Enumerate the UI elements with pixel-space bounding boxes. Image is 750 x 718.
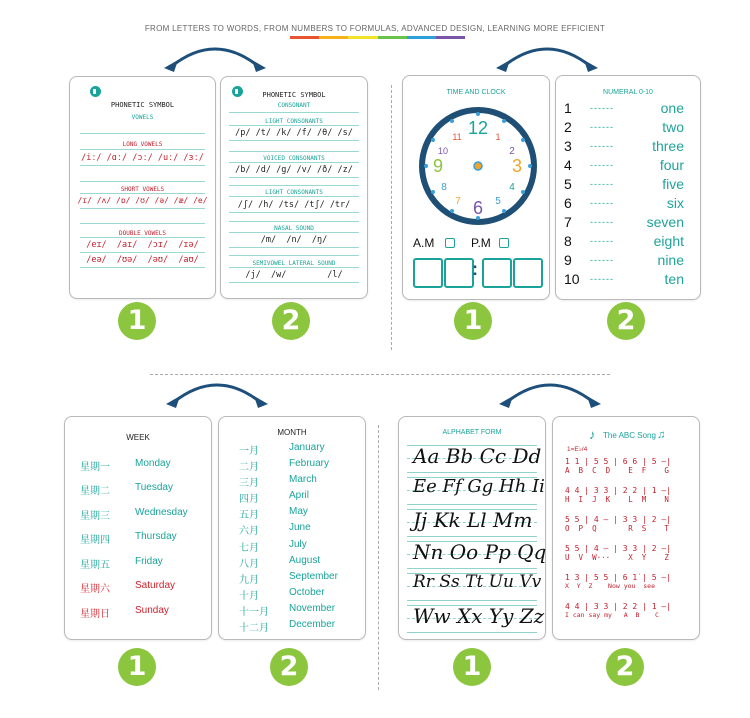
handwriting-row[interactable] bbox=[407, 572, 542, 601]
month-en: June bbox=[289, 522, 311, 533]
numeral-digit: 8 bbox=[564, 233, 572, 249]
week-en: Thursday bbox=[135, 531, 177, 542]
swap-arrow-icon bbox=[495, 374, 605, 408]
card-title: WEEK bbox=[126, 433, 150, 442]
numeral-digit: 4 bbox=[564, 157, 572, 173]
card-title: PHONETIC SYMBOL bbox=[262, 91, 326, 99]
card-phonetic-vowels bbox=[69, 76, 216, 299]
rule-line bbox=[229, 232, 359, 233]
dashes: ------ bbox=[590, 274, 614, 284]
rule-line bbox=[229, 151, 359, 152]
rule-line bbox=[229, 247, 359, 248]
numeral-row bbox=[556, 157, 696, 175]
numeral-row bbox=[556, 138, 696, 156]
card-title: TIME AND CLOCK bbox=[446, 89, 506, 96]
numeral-digit: 3 bbox=[564, 138, 572, 154]
week-en: Tuesday bbox=[135, 482, 173, 493]
rule-line bbox=[229, 196, 359, 197]
swap-arrow-icon bbox=[160, 38, 270, 72]
month-en: February bbox=[289, 458, 330, 469]
numeral-row bbox=[556, 233, 696, 251]
clock-center-dot bbox=[474, 162, 482, 170]
rule-line bbox=[80, 133, 205, 134]
rule-line bbox=[80, 237, 205, 238]
clock-number: 8 bbox=[441, 182, 447, 193]
symbol-row: /eɪ/ /aɪ/ /ɔɪ/ /ɪə/ bbox=[86, 240, 199, 250]
dashes: ------ bbox=[590, 217, 614, 227]
symbol-row: /eə/ /ʊə/ /əʊ/ /aʊ/ bbox=[86, 255, 199, 265]
symbol-row: /j/ /w/ /l/ bbox=[245, 270, 343, 280]
symbol-row: /iː/ /ɑː/ /ɔː/ /uː/ /ɜː/ bbox=[81, 153, 204, 163]
month-en: December bbox=[289, 619, 336, 630]
song-lyrics: H I J K L M N bbox=[565, 495, 669, 504]
song-notes: 1 1 | 5 5 | 6 6 | 5 —| bbox=[565, 457, 671, 466]
vertical-divider-top bbox=[391, 85, 392, 350]
song-row bbox=[565, 457, 690, 475]
numeral-digit: 7 bbox=[564, 214, 572, 230]
numeral-row bbox=[556, 252, 696, 270]
badge-two: 2 bbox=[272, 302, 310, 340]
symbol-row: /m/ /n/ /ŋ/ bbox=[260, 235, 328, 245]
badge-one: 1 bbox=[118, 302, 156, 340]
numeral-word: eight bbox=[653, 233, 684, 249]
numeral-word: seven bbox=[646, 214, 684, 230]
card-month bbox=[218, 416, 366, 640]
section-label: DOUBLE VOWELS bbox=[119, 230, 166, 237]
month-en: April bbox=[289, 490, 310, 501]
hour-box[interactable] bbox=[413, 258, 443, 288]
clock-number: 11 bbox=[452, 132, 462, 142]
rule-line bbox=[229, 177, 359, 178]
song-row bbox=[565, 573, 690, 590]
swap-arrow-icon bbox=[492, 38, 602, 72]
month-cn: 六月 bbox=[239, 526, 259, 537]
handwriting-row[interactable] bbox=[407, 540, 547, 569]
alphabet-letters: Ww Xx Yy Zz bbox=[413, 604, 545, 628]
am-label: A.M bbox=[413, 236, 435, 250]
pm-checkbox[interactable] bbox=[499, 238, 509, 248]
badge-one: 1 bbox=[118, 648, 156, 686]
song-lyrics: O P Q R S T bbox=[565, 524, 669, 533]
month-cn: 十月 bbox=[239, 591, 259, 602]
week-cn: 星期二 bbox=[80, 486, 110, 497]
month-cn: 三月 bbox=[239, 478, 259, 489]
numeral-row bbox=[556, 176, 696, 194]
month-en: January bbox=[289, 442, 325, 453]
rule-line bbox=[229, 112, 359, 113]
rainbow-bar bbox=[290, 36, 465, 39]
tagline: FROM LETTERS TO WORDS, FROM NUMBERS TO FORMULAS, ADVANCED DESIGN, LEARNING MORE EFFICIENT bbox=[144, 24, 606, 33]
clock-number: 5 bbox=[495, 196, 501, 207]
numeral-word: one bbox=[660, 100, 684, 116]
rule-line bbox=[229, 185, 359, 186]
week-en: Sunday bbox=[135, 605, 169, 616]
badge-two: 2 bbox=[606, 648, 644, 686]
alphabet-letters: Aa Bb Cc Dd bbox=[413, 444, 542, 468]
song-notes: 5 5 | 4 — | 3 3 | 2 —| bbox=[565, 515, 671, 524]
section-label: VOICED CONSONANTS bbox=[263, 155, 325, 162]
badge-one: 1 bbox=[454, 302, 492, 340]
song-notes: 4 4 | 3 3 | 2 2 | 1 —| bbox=[565, 602, 671, 611]
month-cn: 八月 bbox=[239, 559, 259, 570]
numeral-digit: 5 bbox=[564, 176, 572, 192]
handwriting-row[interactable] bbox=[407, 444, 542, 473]
time-colon: : bbox=[472, 259, 478, 279]
symbol-row: /p/ /t/ /k/ /f/ /θ/ /s/ bbox=[235, 128, 353, 138]
rule-line bbox=[80, 165, 205, 166]
alphabet-letters: Ee Ff Gg Hh Ii bbox=[413, 476, 545, 497]
handwriting-row[interactable] bbox=[407, 476, 545, 505]
month-cn: 七月 bbox=[239, 543, 259, 554]
song-lyrics: X Y Z Now you see bbox=[565, 582, 656, 590]
rule-line bbox=[229, 212, 359, 213]
rule-line bbox=[80, 193, 205, 194]
symbol-row: /b/ /d/ /g/ /v/ /ð/ /z/ bbox=[235, 165, 353, 175]
clock-face[interactable] bbox=[416, 104, 540, 228]
numeral-row bbox=[556, 214, 696, 232]
rule-line bbox=[229, 162, 359, 163]
rule-line bbox=[229, 255, 359, 256]
song-notes: 4 4 | 3 3 | 2 2 | 1 —| bbox=[565, 486, 671, 495]
month-cn: 十二月 bbox=[239, 623, 269, 634]
rule-line bbox=[80, 208, 205, 209]
month-cn: 九月 bbox=[239, 575, 259, 586]
numeral-word: nine bbox=[657, 252, 684, 268]
handwriting-row[interactable] bbox=[407, 509, 537, 537]
card-title: NUMERAL 0-10 bbox=[603, 89, 653, 96]
song-lyrics: U V W··· X Y Z bbox=[565, 553, 669, 562]
month-en: October bbox=[289, 587, 325, 598]
month-cn: 一月 bbox=[239, 446, 259, 457]
vertical-divider-bottom bbox=[378, 425, 379, 690]
week-en: Saturday bbox=[135, 580, 176, 591]
rule-line bbox=[229, 125, 359, 126]
numeral-row bbox=[556, 195, 696, 213]
clock-number: 4 bbox=[509, 182, 515, 193]
am-checkbox[interactable] bbox=[445, 238, 455, 248]
rule-line bbox=[80, 223, 205, 224]
clock-number: 7 bbox=[455, 196, 461, 207]
song-notes: 1 3 | 5 5 | 6 1̇ | 5 —| bbox=[565, 573, 671, 582]
numeral-word: five bbox=[662, 176, 684, 192]
dashes: ------ bbox=[590, 160, 614, 170]
rule-line bbox=[80, 181, 205, 182]
badge-two: 2 bbox=[270, 648, 308, 686]
section-label: SEMIVOWEL LATERAL SOUND bbox=[252, 260, 336, 267]
rule-line bbox=[229, 221, 359, 222]
symbol-row: /ɪ/ /ʌ/ /ɒ/ /ʊ/ /ə/ /æ/ /e/ bbox=[77, 196, 208, 205]
card-title: ALPHABET FORM bbox=[442, 429, 502, 436]
dashes: ------ bbox=[590, 236, 614, 246]
alphabet-letters: Rr Ss Tt Uu Vv bbox=[413, 572, 542, 592]
numeral-word: ten bbox=[664, 271, 684, 287]
song-lyrics: A B C D E F G bbox=[565, 466, 669, 475]
badge-two: 2 bbox=[607, 302, 645, 340]
month-en: July bbox=[289, 539, 307, 550]
dashes: ------ bbox=[590, 198, 614, 208]
rule-line bbox=[80, 267, 205, 268]
rule-line bbox=[80, 252, 205, 253]
song-row bbox=[565, 515, 690, 533]
section-label: LIGHT CONSONANTS bbox=[265, 118, 323, 125]
week-cn: 星期一 bbox=[80, 462, 110, 473]
week-en: Wednesday bbox=[135, 507, 188, 518]
hour-box[interactable] bbox=[444, 258, 474, 288]
numeral-word: three bbox=[652, 138, 684, 154]
month-en: November bbox=[289, 603, 336, 614]
rule-line bbox=[229, 267, 359, 268]
numeral-digit: 10 bbox=[564, 271, 580, 287]
week-cn: 星期日 bbox=[80, 609, 110, 620]
numeral-row bbox=[556, 100, 696, 118]
numeral-word: two bbox=[662, 119, 684, 135]
month-cn: 五月 bbox=[239, 510, 259, 521]
section-label: SHORT VOWELS bbox=[120, 186, 165, 193]
card-subtitle: CONSONANT bbox=[277, 102, 311, 109]
clock-number: 9 bbox=[432, 156, 444, 176]
alphabet-letters: Jj Kk Ll Mm bbox=[413, 508, 533, 532]
rule-line bbox=[80, 149, 205, 150]
card-title: MONTH bbox=[277, 428, 307, 437]
clock-number: 1 bbox=[495, 132, 501, 142]
music-notes-icon: ♫ bbox=[657, 429, 666, 441]
song-row bbox=[565, 544, 690, 562]
song-notes: 5 5 | 4 — | 3 3 | 2 —| bbox=[565, 544, 671, 553]
music-note-icon: ♪ bbox=[589, 427, 596, 442]
dashes: ------ bbox=[590, 103, 614, 113]
week-cn: 星期六 bbox=[80, 584, 110, 595]
speaker-icon[interactable] bbox=[90, 86, 101, 97]
handwriting-row[interactable] bbox=[407, 604, 545, 633]
card-title: The ABC Song bbox=[603, 431, 656, 440]
clock-number: 6 bbox=[472, 198, 484, 218]
rule-line bbox=[229, 140, 359, 141]
month-en: September bbox=[289, 571, 338, 582]
month-cn: 四月 bbox=[239, 494, 259, 505]
card-time-and-clock bbox=[402, 75, 550, 300]
numeral-digit: 6 bbox=[564, 195, 572, 211]
clock-number: 10 bbox=[437, 146, 449, 156]
clock-number: 2 bbox=[509, 146, 515, 157]
card-title: PHONETIC SYMBOL bbox=[110, 101, 175, 109]
section-label: NASAL SOUND bbox=[274, 225, 314, 232]
numeral-row bbox=[556, 119, 696, 137]
dashes: ------ bbox=[590, 122, 614, 132]
month-en: August bbox=[289, 555, 321, 566]
numeral-word: four bbox=[659, 157, 684, 173]
clock-number: 12 bbox=[467, 118, 489, 138]
dashes: ------ bbox=[590, 141, 614, 151]
week-cn: 星期五 bbox=[80, 560, 110, 571]
numeral-row bbox=[556, 271, 696, 289]
minute-box[interactable] bbox=[482, 258, 512, 288]
numeral-digit: 9 bbox=[564, 252, 572, 268]
month-en: March bbox=[289, 474, 317, 485]
pm-label: P.M bbox=[471, 236, 491, 250]
section-label: LONG VOWELS bbox=[122, 141, 163, 148]
week-en: Friday bbox=[135, 556, 163, 567]
week-cn: 星期四 bbox=[80, 535, 110, 546]
card-phonetic-consonants bbox=[220, 76, 368, 299]
minute-box[interactable] bbox=[513, 258, 543, 288]
song-row bbox=[565, 486, 690, 504]
card-abc-song bbox=[552, 416, 700, 640]
swap-arrow-icon bbox=[162, 374, 272, 408]
month-en: May bbox=[289, 506, 308, 517]
symbol-row: /ʃ/ /h/ /ts/ /tʃ/ /tr/ bbox=[237, 200, 351, 210]
dashes: ------ bbox=[590, 179, 614, 189]
dashes: ------ bbox=[590, 255, 614, 265]
numeral-digit: 2 bbox=[564, 119, 572, 135]
song-row bbox=[565, 602, 690, 619]
song-key: 1=E♭/4 bbox=[567, 446, 588, 453]
numeral-word: six bbox=[666, 195, 684, 211]
song-lyrics: I can say my A B C bbox=[565, 611, 659, 619]
clock-number: 3 bbox=[511, 156, 523, 176]
week-en: Monday bbox=[135, 458, 171, 469]
badge-one: 1 bbox=[453, 648, 491, 686]
numeral-digit: 1 bbox=[564, 100, 572, 116]
alphabet-letters: Nn Oo Pp Qq bbox=[413, 540, 547, 564]
card-alphabet-form bbox=[398, 416, 546, 640]
month-cn: 十一月 bbox=[239, 607, 269, 618]
card-numerals bbox=[555, 75, 701, 300]
card-week bbox=[64, 416, 212, 640]
section-label: LIGHT CONSONANTS bbox=[265, 189, 323, 196]
rule-line bbox=[229, 282, 359, 283]
week-cn: 星期三 bbox=[80, 511, 110, 522]
month-cn: 二月 bbox=[239, 462, 259, 473]
card-subtitle: VOWELS bbox=[131, 114, 154, 121]
